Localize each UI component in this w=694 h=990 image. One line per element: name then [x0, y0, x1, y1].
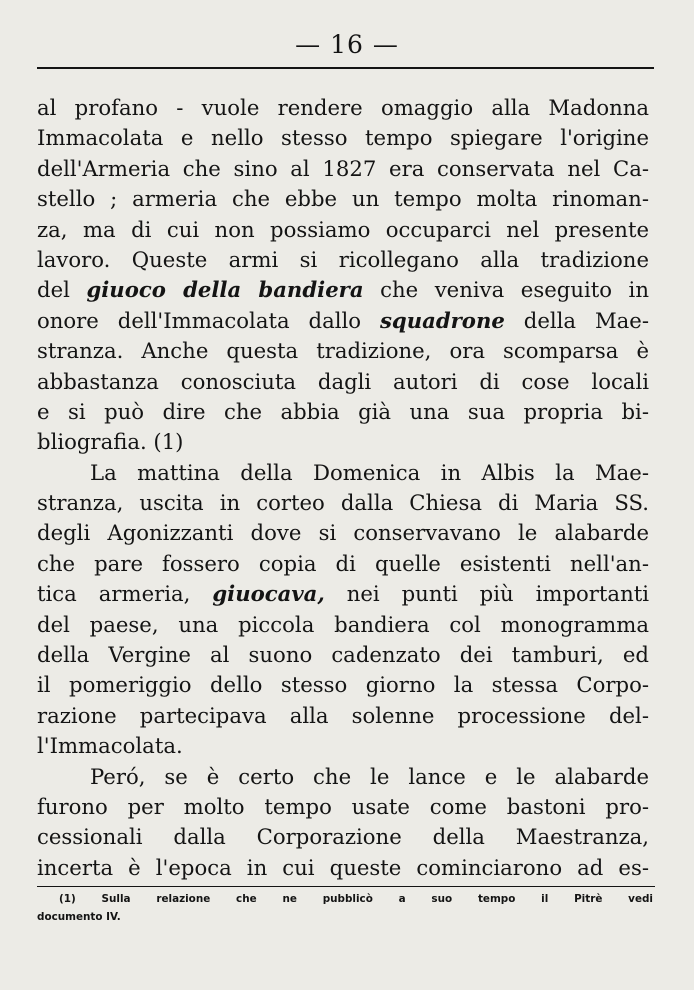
text-line: abbastanza conosciuta dagli autori di cose locali [37, 368, 649, 394]
text-line: furono per molto tempo usate come bastoni pro- [37, 793, 649, 819]
text-segment: onore dell'Immacolata dallo [37, 307, 380, 333]
text-line: La mattina della Domenica in Albis la Mae- [90, 459, 649, 485]
text-segment: del [37, 277, 87, 303]
text-line: za, ma di cui non possiamo occuparci nel presente [37, 216, 649, 242]
text-line: della Vergine al suono cadenzato dei tamburi, ed [37, 642, 649, 668]
italic-term: giuocava, [212, 581, 325, 607]
text-line [37, 306, 649, 336]
text-segment: della Mae- [504, 307, 649, 333]
text-segment: nei punti più importanti [324, 581, 649, 607]
text-line [37, 275, 649, 305]
text-line [37, 579, 649, 609]
text-line: Immacolata e nello stesso tempo spiegare l'origine [37, 125, 649, 151]
italic-term: giuoco della bandiera [86, 277, 364, 303]
text-segment: che veniva eseguito in [363, 277, 649, 303]
text-line: cessionali dalla Corporazione della Maestranza, [37, 824, 649, 850]
page-number: — 16 — [295, 30, 399, 59]
text-line: razione partecipava alla solenne processione del- [37, 702, 649, 728]
text-line: incerta è l'epoca in cui queste cominciarono ad es- [37, 854, 649, 880]
text-line: degli Agonizzanti dove si conservavano le alabarde [37, 520, 649, 546]
footnote-line: documento IV. [37, 911, 121, 923]
footnote-rule [37, 886, 655, 887]
italic-term: squadrone [379, 307, 505, 333]
text-line: l'Immacolata. [37, 733, 183, 759]
body-text [37, 93, 649, 883]
text-segment: tica armeria, [37, 581, 213, 607]
text-line: stranza. Anche questa tradizione, ora scomparsa è [37, 338, 649, 364]
text-line: bliografia. (1) [37, 429, 184, 455]
text-line: stello ; armeria che ebbe un tempo molta rinoman- [37, 186, 649, 212]
text-line: stranza, uscita in corteo dalla Chiesa di Maria SS. [37, 490, 649, 516]
header-rule [37, 67, 654, 69]
text-line: dell'Armeria che sino al 1827 era conservata nel Ca- [37, 155, 649, 181]
text-line: al profano - vuole rendere omaggio alla Madonna [37, 95, 649, 120]
footnote [37, 890, 653, 926]
text-line: lavoro. Queste armi si ricollegano alla tradizione [37, 246, 649, 272]
text-line: che pare fossero copia di quelle esistenti nell'an- [37, 550, 649, 576]
text-line: il pomeriggio dello stesso giorno la stessa Corpo- [37, 672, 649, 698]
text-line: Peró, se è certo che le lance e le alabarde [90, 763, 649, 789]
footnote-line: (1) Sulla relazione che ne pubblicò a suo tempo il Pitrè vedi [59, 893, 653, 905]
text-line: e si può dire che abbia già una sua propria bi- [37, 398, 649, 424]
text-line: del paese, una piccola bandiera col monogramma [37, 611, 649, 637]
